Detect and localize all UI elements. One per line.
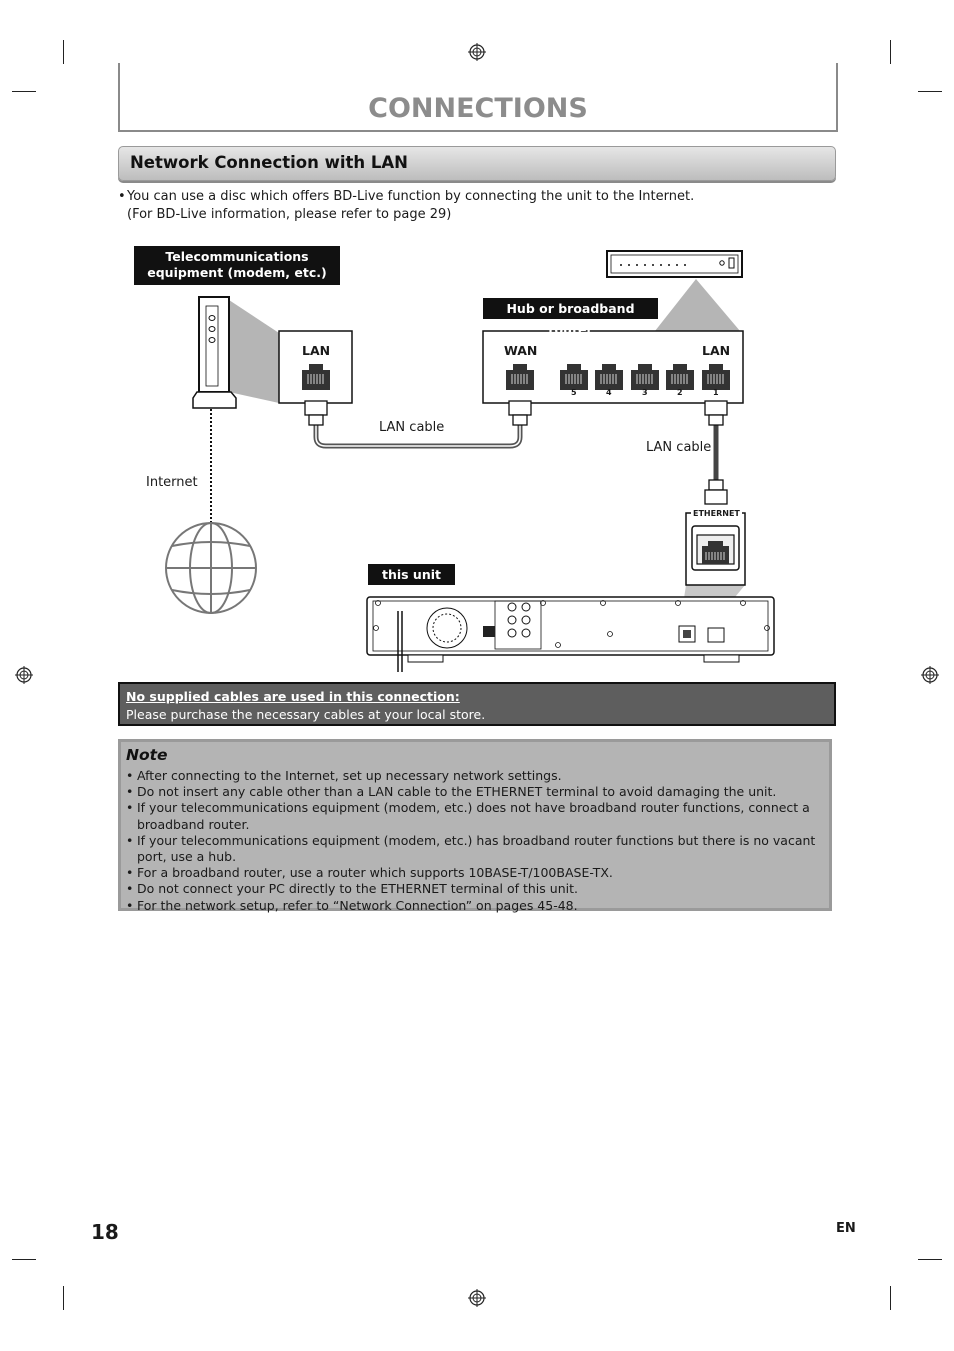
unit-label: this unit xyxy=(368,564,455,585)
intro-line: •You can use a disc which offers BD-Live function by connecting the unit to the Internet. xyxy=(118,189,695,204)
modem-device-icon xyxy=(193,297,236,408)
modem-zoom-wedge xyxy=(229,300,279,403)
port-number: 3 xyxy=(642,388,648,397)
lan-port-icon xyxy=(595,364,623,390)
intro-line-2: (For BD-Live information, please refer to page 29) xyxy=(127,207,452,222)
section-title: Network Connection with LAN xyxy=(130,153,408,172)
router-wan-port-label: WAN xyxy=(504,343,538,358)
port-number: 4 xyxy=(606,388,612,397)
hub-label: Hub or broadband router xyxy=(483,298,658,319)
note-item: • If your telecommunications equipment (modem, etc.) has broadband router functions but there is no vacant port, use a hub. xyxy=(126,833,826,865)
router-zoom-wedge xyxy=(655,279,740,331)
lan-port-icon xyxy=(631,364,659,390)
crop-mark xyxy=(890,1286,891,1310)
note-item: • For the network setup, refer to “Network Connection” on pages 45-48. xyxy=(126,898,826,914)
language-code: EN xyxy=(836,1221,856,1236)
note-item: • If your telecommunications equipment (modem, etc.) does not have broadband router functions, connect a broadband router. xyxy=(126,800,826,832)
this-unit-rear-panel-icon xyxy=(367,597,774,672)
crop-mark xyxy=(63,1286,64,1310)
intro-line-1: You can use a disc which offers BD-Live function by connecting the unit to the Internet. xyxy=(127,189,695,204)
note-title: Note xyxy=(126,746,168,764)
telecom-label-line: Telecommunications xyxy=(165,249,309,264)
port-number: 5 xyxy=(571,388,577,397)
lan-port-icon xyxy=(302,364,330,390)
ethernet-jack-icon xyxy=(697,535,734,564)
warning-text: Please purchase the necessary cables at your local store. xyxy=(126,707,486,722)
crop-mark xyxy=(12,1259,36,1260)
cable-label: LAN cable xyxy=(646,440,712,455)
modem-lan-port-label: LAN xyxy=(302,343,331,358)
wan-port-icon xyxy=(506,364,534,390)
cable-warning-box xyxy=(118,682,836,726)
crop-mark xyxy=(918,1259,942,1260)
note-list xyxy=(126,768,826,914)
note-item: • After connecting to the Internet, set up necessary network settings. xyxy=(126,768,826,784)
router-lan-port-label: LAN xyxy=(702,343,731,358)
internet-label: Internet xyxy=(146,475,198,490)
lan-port-icon xyxy=(666,364,694,390)
lan-port-icon xyxy=(702,364,730,390)
cable-label: LAN cable xyxy=(379,420,445,435)
telecom-label-line: equipment (modem, etc.) xyxy=(147,265,327,280)
note-item: • Do not insert any cable other than a LAN cable to the ETHERNET terminal to avoid damaging the unit. xyxy=(126,784,826,800)
registration-mark-icon xyxy=(468,1289,486,1307)
port-number: 1 xyxy=(713,388,719,397)
page-title: CONNECTIONS xyxy=(368,93,588,124)
note-box xyxy=(118,739,832,911)
warning-title: No supplied cables are used in this connection: xyxy=(126,689,460,704)
ethernet-label: ETHERNET xyxy=(693,509,740,518)
globe-icon xyxy=(166,523,256,613)
router-device-icon xyxy=(607,251,742,277)
page-number: 18 xyxy=(91,1220,119,1244)
note-item: • For a broadband router, use a router which supports 10BASE-T/100BASE-TX. xyxy=(126,865,826,881)
port-number: 2 xyxy=(677,388,683,397)
lan-port-icon xyxy=(560,364,588,390)
telecom-label xyxy=(134,246,340,285)
note-item: • Do not connect your PC directly to the ETHERNET terminal of this unit. xyxy=(126,881,826,897)
